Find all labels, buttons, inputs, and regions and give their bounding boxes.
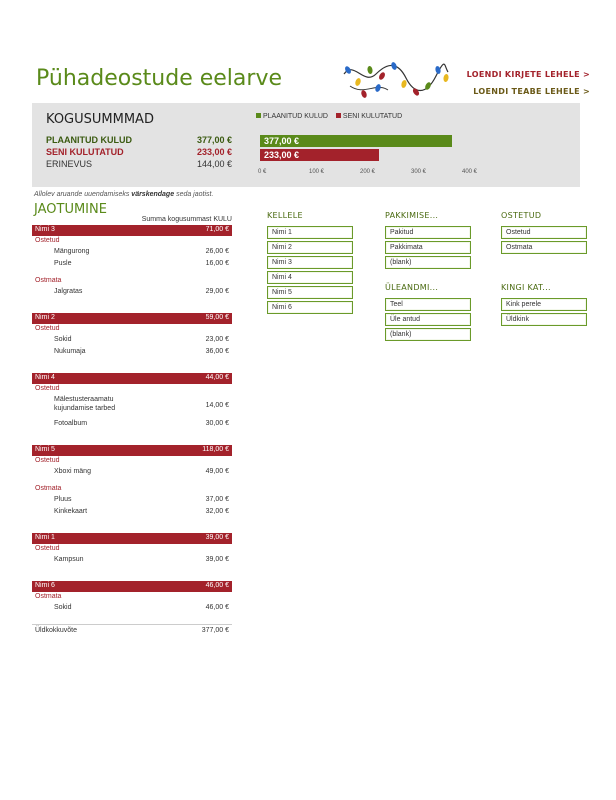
slicer-uleandmi[interactable]	[385, 283, 471, 343]
pivot-item-row-label: Mängurong	[54, 248, 90, 255]
pivot-item-row-value: 26,00 €	[205, 248, 229, 255]
pivot-item-row-value: 29,00 €	[205, 288, 229, 295]
slicer-option[interactable]: Nimi 6	[267, 301, 353, 314]
pivot-item-row	[32, 603, 232, 615]
pivot-group-row-value: 59,00 €	[205, 314, 229, 321]
pivot-item-row-value: 36,00 €	[205, 348, 229, 355]
summary-planned-row	[46, 135, 232, 147]
x-tick-label: 300 €	[411, 169, 427, 175]
pivot-subgroup-row-label: Ostetud	[35, 457, 60, 464]
slicer-option[interactable]: Üldkink	[501, 313, 587, 326]
summary-title: KOGUSUMMMAD	[46, 112, 154, 127]
pivot-item-row-value: 39,00 €	[205, 556, 229, 563]
slicer-pakkimise[interactable]	[385, 211, 471, 271]
pivot-item-row-label: Kinkekaart	[54, 508, 88, 515]
pivot-item-row	[32, 467, 232, 479]
slicer-option[interactable]: Ostmata	[501, 241, 587, 254]
note-prefix: Allolev aruande uuendamiseks	[34, 191, 130, 198]
pivot-item-row-value: 37,00 €	[205, 496, 229, 503]
legend-item-planned	[256, 113, 328, 125]
slicer-title: KELLELE	[267, 211, 303, 220]
pivot-subgroup-row-label: Ostmata	[35, 277, 62, 284]
summary-spent-row	[46, 147, 232, 159]
pivot-item-row-label: Pluus	[54, 496, 72, 503]
slicer-option[interactable]: Nimi 1	[267, 226, 353, 239]
breakdown-title: JAOTUMINE	[34, 202, 107, 217]
pivot-group-row-label: Nimi 3	[35, 226, 55, 233]
pivot-item-row-value: 30,00 €	[205, 420, 229, 427]
bar-spent: 233,00 €	[260, 149, 379, 161]
pivot-item-row	[32, 419, 232, 431]
legend-swatch-planned	[256, 113, 261, 118]
pivot-group-row	[32, 581, 232, 592]
pivot-item-row-label: Mälestusteraamatu kujundamise tarbed	[54, 396, 116, 412]
spent-label: SENI KULUTATUD	[46, 147, 124, 157]
x-tick-label: 0 €	[258, 169, 267, 175]
slicer-title: PAKKIMISE...	[385, 211, 439, 220]
pivot-subgroup-row	[32, 276, 232, 287]
pivot-item-row-label: Xboxi mäng	[54, 468, 91, 475]
pivot-item-row-label: Nukumaja	[54, 348, 86, 355]
pivot-item-row-label: Pusle	[54, 260, 72, 267]
pivot-item-row	[32, 555, 232, 567]
slicer-option[interactable]: (blank)	[385, 256, 471, 269]
pivot-group-row-label: Nimi 5	[35, 446, 55, 453]
pivot-item-row	[32, 287, 232, 299]
pivot-subgroup-row	[32, 384, 232, 395]
link-to-list-items[interactable]: LOENDI KIRJETE LEHELE >	[466, 70, 590, 79]
pivot-item-row	[32, 347, 232, 359]
slicer-option[interactable]: Üle antud	[385, 313, 471, 326]
pivot-table	[32, 225, 232, 636]
pivot-subgroup-row-label: Ostetud	[35, 385, 60, 392]
legend-label-spent: SENI KULUTATUD	[342, 113, 403, 120]
pivot-item-row-value: 23,00 €	[205, 336, 229, 343]
pivot-column-header: Summa kogusummast KULU	[141, 216, 232, 223]
link-to-list-info[interactable]: LOENDI TEABE LEHELE >	[473, 87, 590, 96]
pivot-group-row	[32, 225, 232, 236]
bar-planned: 377,00 €	[260, 135, 452, 147]
x-tick-label: 200 €	[360, 169, 376, 175]
pivot-group-row-label: Nimi 2	[35, 314, 55, 321]
slicer-option[interactable]: Ostetud	[501, 226, 587, 239]
pivot-item-row-value: 32,00 €	[205, 508, 229, 515]
slicer-option[interactable]: Pakkimata	[385, 241, 471, 254]
slicer-kellele[interactable]	[267, 211, 353, 316]
pivot-item-row-value: 49,00 €	[205, 468, 229, 475]
summary-difference-row	[46, 159, 232, 171]
pivot-subgroup-row-label: Ostetud	[35, 545, 60, 552]
pivot-item-row-label: Kampsun	[54, 556, 84, 563]
pivot-grand-total	[32, 624, 232, 636]
pivot-group-row-value: 71,00 €	[205, 226, 229, 233]
slicer-ostetud[interactable]	[501, 211, 587, 256]
pivot-subgroup-row-label: Ostmata	[35, 485, 62, 492]
pivot-group-row-label: Nimi 6	[35, 582, 55, 589]
page-title: Pühadeostude eelarve	[36, 66, 282, 91]
pivot-item-row-label: Sokid	[54, 336, 72, 343]
slicer-kingi[interactable]	[501, 283, 587, 328]
pivot-group-row	[32, 533, 232, 544]
pivot-item-row	[32, 395, 232, 419]
slicer-option[interactable]: Nimi 4	[267, 271, 353, 284]
pivot-item-row-label: Jalgratas	[54, 288, 83, 295]
pivot-item-row-label: Fotoalbum	[54, 420, 88, 427]
pivot-subgroup-row-label: Ostetud	[35, 237, 60, 244]
slicer-option[interactable]: Teel	[385, 298, 471, 311]
note-suffix: seda jaotist.	[176, 191, 214, 198]
pivot-group-row-label: Nimi 4	[35, 374, 55, 381]
pivot-subgroup-row-label: Ostmata	[35, 593, 62, 600]
pivot-grand-total-label: Üldkokkuvõte	[35, 627, 78, 634]
pivot-group-row-value: 39,00 €	[205, 534, 229, 541]
pivot-subgroup-row	[32, 236, 232, 247]
pivot-item-row	[32, 247, 232, 259]
slicer-option[interactable]: (blank)	[385, 328, 471, 341]
planned-value: 377,00 €	[196, 135, 232, 145]
pivot-group-row-label: Nimi 1	[35, 534, 55, 541]
pivot-group-row	[32, 313, 232, 324]
x-tick-label: 100 €	[309, 169, 325, 175]
pivot-group-row	[32, 445, 232, 456]
pivot-subgroup-row-label: Ostetud	[35, 325, 60, 332]
pivot-group-row-value: 118,00 €	[202, 446, 229, 453]
pivot-subgroup-row	[32, 484, 232, 495]
difference-value: 144,00 €	[196, 159, 232, 169]
pivot-item-row-value: 14,00 €	[205, 402, 229, 409]
legend-item-spent	[336, 113, 402, 125]
pivot-group-row-value: 44,00 €	[205, 374, 229, 381]
slicer-option[interactable]: Nimi 5	[267, 286, 353, 299]
pivot-item-row	[32, 259, 232, 271]
pivot-item-row	[32, 335, 232, 347]
spent-value: 233,00 €	[196, 147, 232, 157]
slicer-option[interactable]: Nimi 3	[267, 256, 353, 269]
pivot-subgroup-row	[32, 324, 232, 335]
x-tick-label: 400 €	[462, 169, 478, 175]
pivot-subgroup-row	[32, 592, 232, 603]
slicer-option[interactable]: Kink perele	[501, 298, 587, 311]
pivot-group-row-value: 46,00 €	[205, 582, 229, 589]
refresh-note	[34, 191, 213, 198]
planned-label: PLAANITUD KULUD	[46, 135, 132, 145]
slicer-title: ÜLEANDMI...	[385, 283, 439, 292]
pivot-item-row-value: 16,00 €	[205, 260, 229, 267]
legend-swatch-spent	[336, 113, 341, 118]
pivot-grand-total-value: 377,00 €	[201, 627, 229, 634]
pivot-subgroup-row	[32, 456, 232, 467]
slicer-title: OSTETUD	[501, 211, 542, 220]
slicer-option[interactable]: Pakitud	[385, 226, 471, 239]
pivot-item-row-value: 46,00 €	[205, 604, 229, 611]
legend-label-planned: PLAANITUD KULUD	[263, 113, 328, 120]
pivot-item-row	[32, 495, 232, 507]
pivot-subgroup-row	[32, 544, 232, 555]
slicer-option[interactable]: Nimi 2	[267, 241, 353, 254]
difference-label: ERINEVUS	[46, 159, 93, 169]
christmas-lights-icon	[340, 56, 450, 104]
note-bold: värskendage	[131, 191, 175, 198]
summary-panel	[32, 103, 580, 187]
pivot-item-row	[32, 507, 232, 519]
chart-x-axis	[260, 167, 464, 168]
pivot-item-row-label: Sokid	[54, 604, 72, 611]
chart-legend	[256, 113, 408, 125]
slicer-title: KINGI KAT...	[501, 283, 551, 292]
pivot-group-row	[32, 373, 232, 384]
